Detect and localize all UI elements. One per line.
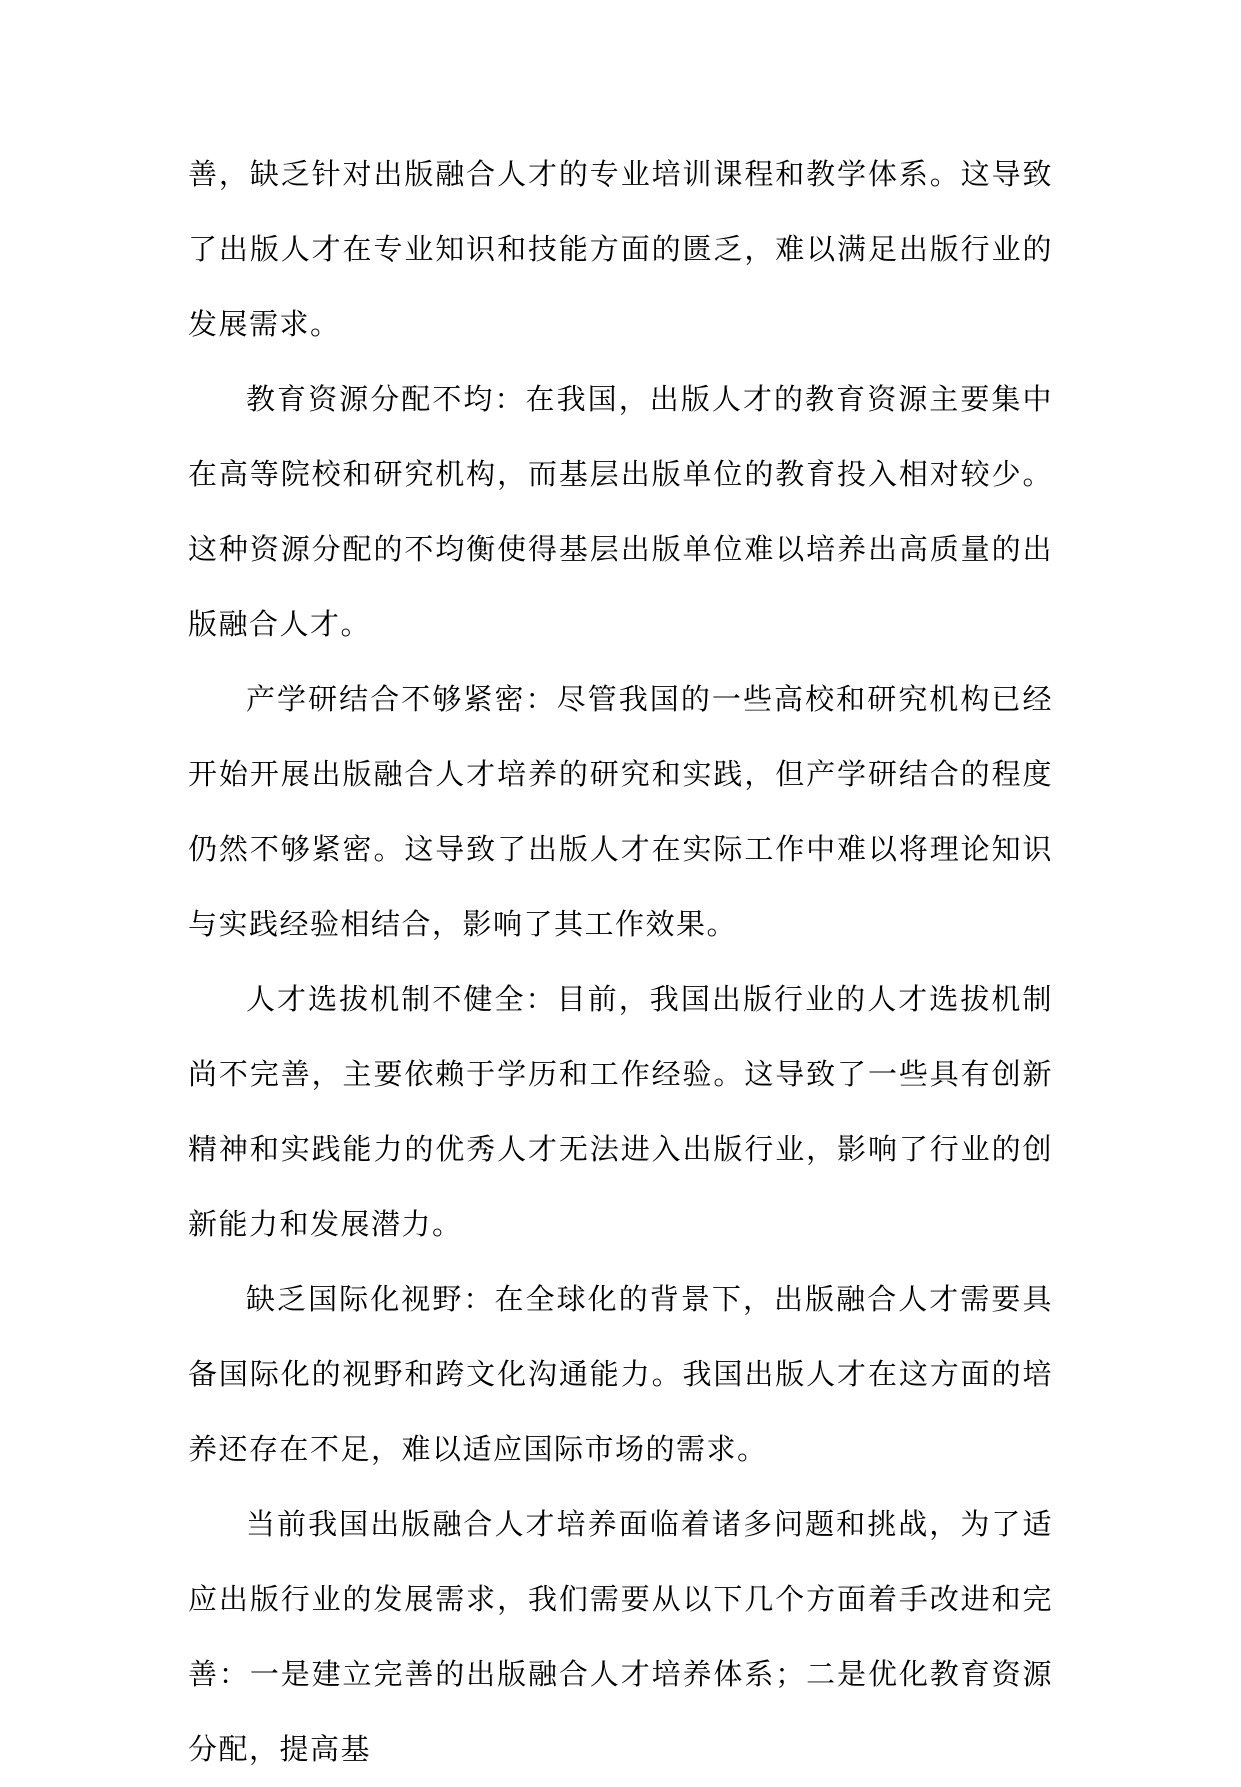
paragraph-continuation: 善，缺乏针对出版融合人才的专业培训课程和教学体系。这导致了出版人才在专业知识和技能方面的匮乏，难以满足出版行业的发展需求。	[188, 157, 1053, 341]
paragraph-international-vision: 缺乏国际化视野：在全球化的背景下，出版融合人才需要具备国际化的视野和跨文化沟通能力。我国出版人才在这方面的培养还存在不足，难以适应国际市场的需求。	[188, 1282, 1053, 1466]
paragraph-education-resources: 教育资源分配不均：在我国，出版人才的教育资源主要集中在高等院校和研究机构，而基层出版单位的教育投入相对较少。这种资源分配的不均衡使得基层出版单位难以培养出高质量的出版融合人才。	[188, 382, 1053, 641]
document-body	[188, 137, 1053, 1787]
paragraph-industry-academia-research: 产学研结合不够紧密：尽管我国的一些高校和研究机构已经开始开展出版融合人才培养的研究和实践，但产学研结合的程度仍然不够紧密。这导致了出版人才在实际工作中难以将理论知识与实践经验相结合，影响了其工作效果。	[188, 682, 1053, 941]
paragraph-conclusion: 当前我国出版融合人才培养面临着诸多问题和挑战，为了适应出版行业的发展需求，我们需要从以下几个方面着手改进和完善：一是建立完善的出版融合人才培养体系；二是优化教育资源分配，提高基	[188, 1507, 1053, 1766]
paragraph-talent-selection: 人才选拔机制不健全：目前，我国出版行业的人才选拔机制尚不完善，主要依赖于学历和工作经验。这导致了一些具有创新精神和实践能力的优秀人才无法进入出版行业，影响了行业的创新能力和发展潜力。	[188, 982, 1053, 1241]
